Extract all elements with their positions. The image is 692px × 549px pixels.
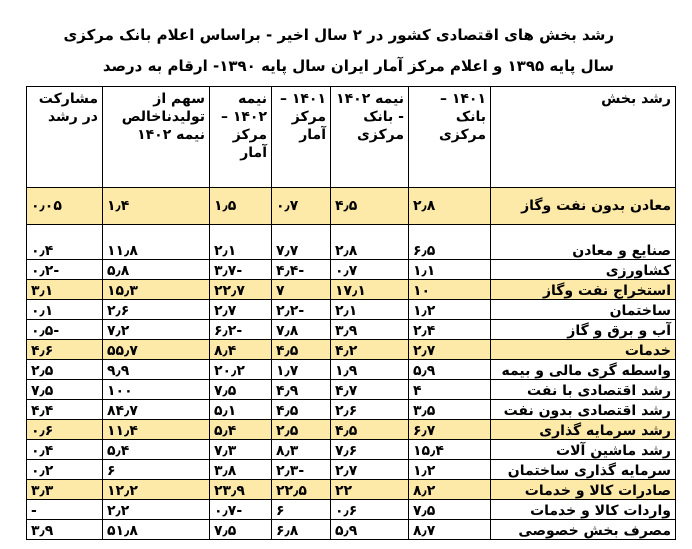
cell-sc-half-1402: ۸٫۴ <box>210 340 272 360</box>
cell-sc-half-1402: ۷٫۵ <box>210 380 272 400</box>
table-row <box>27 260 676 280</box>
cell-sc-1401: ۱٫۷ <box>272 360 331 380</box>
cell-cb-1401: ۸٫۷ <box>409 520 491 540</box>
cell-contribution: -۰٫۵ <box>27 320 103 340</box>
cell-sc-1401: ۷ <box>272 280 331 300</box>
cell-gdp-share: ۱۲٫۲ <box>103 480 210 500</box>
cell-cb-1401: ۴ <box>409 380 491 400</box>
cell-gdp-share: ۷٫۲ <box>103 320 210 340</box>
cell-sc-half-1402: ۵٫۴ <box>210 420 272 440</box>
cell-gdp-share: ۱۵٫۳ <box>103 280 210 300</box>
cell-cb-1401: ۶٫۵ <box>409 225 491 260</box>
cell-sc-1401: -۴٫۴ <box>272 260 331 280</box>
cell-gdp-share: ۲٫۶ <box>103 300 210 320</box>
cell-contribution: ۳٫۳ <box>27 480 103 500</box>
cell-contribution: ۰٫۱ <box>27 300 103 320</box>
cell-cb-1401: ۱۰ <box>409 280 491 300</box>
table-row <box>27 320 676 340</box>
cell-gdp-share: ۶ <box>103 460 210 480</box>
cell-contribution: ۰٫۴ <box>27 440 103 460</box>
growth-table <box>26 86 676 540</box>
table-row <box>27 300 676 320</box>
cell-sector: کشاورزی <box>491 260 676 280</box>
cell-sc-1401: ۲٫۵ <box>272 420 331 440</box>
cell-contribution: ۰٫۴ <box>27 225 103 260</box>
cell-cb-1401: ۶٫۷ <box>409 420 491 440</box>
cell-sector: آب و برق و گاز <box>491 320 676 340</box>
cell-sector: مصرف بخش خصوصی <box>491 520 676 540</box>
cell-cb-1401: ۲٫۸ <box>409 188 491 225</box>
table-row <box>27 460 676 480</box>
cell-gdp-share: ۱۱٫۸ <box>103 225 210 260</box>
cell-cb-1401: ۱۵٫۴ <box>409 440 491 460</box>
cell-cb-1401: ۷٫۵ <box>409 500 491 520</box>
cell-sc-half-1402: ۷٫۳ <box>210 440 272 460</box>
cell-gdp-share: ۸۴٫۷ <box>103 400 210 420</box>
cell-contribution: ۰٫۶ <box>27 420 103 440</box>
header-1401-statistics-center: ۱۴۰۱ – مرکز آمار <box>272 87 331 188</box>
cell-sc-half-1402: ۷٫۵ <box>210 520 272 540</box>
cell-cb-half-1402: ۳٫۹ <box>331 320 409 340</box>
cell-cb-1401: ۲٫۷ <box>409 340 491 360</box>
table-row <box>27 420 676 440</box>
cell-sc-half-1402: ۲۳٫۹ <box>210 480 272 500</box>
cell-sc-half-1402: ۲۰٫۲ <box>210 360 272 380</box>
cell-cb-half-1402: ۰٫۷ <box>331 260 409 280</box>
cell-cb-half-1402: ۵٫۹ <box>331 520 409 540</box>
cell-sc-1401: ۷٫۷ <box>272 225 331 260</box>
header-half-1402-central-bank: نیمه ۱۴۰۲ - بانک مرکزی <box>331 87 409 188</box>
cell-sc-half-1402: ۲٫۷ <box>210 300 272 320</box>
cell-sc-1401: ۴٫۹ <box>272 380 331 400</box>
cell-cb-1401: ۲٫۴ <box>409 320 491 340</box>
cell-gdp-share: ۵٫۸ <box>103 260 210 280</box>
cell-sc-1401: ۰٫۷ <box>272 188 331 225</box>
table-row <box>27 225 676 260</box>
cell-gdp-share: ۵۱٫۸ <box>103 520 210 540</box>
cell-sector: استخراج نفت وگاز <box>491 280 676 300</box>
cell-contribution: ۰٫۰۵ <box>27 188 103 225</box>
cell-cb-half-1402: ۲٫۶ <box>331 400 409 420</box>
cell-cb-half-1402: ۴٫۵ <box>331 420 409 440</box>
cell-sector: صادرات کالا و خدمات <box>491 480 676 500</box>
cell-sector: معادن بدون نفت وگاز <box>491 188 676 225</box>
table-row <box>27 340 676 360</box>
cell-gdp-share: ۵۵٫۷ <box>103 340 210 360</box>
cell-sc-half-1402: ۱٫۵ <box>210 188 272 225</box>
cell-cb-half-1402: ۴٫۷ <box>331 380 409 400</box>
table-row <box>27 480 676 500</box>
cell-cb-1401: ۱٫۲ <box>409 300 491 320</box>
cell-sc-1401: ۸٫۳ <box>272 440 331 460</box>
cell-sector: رشد سرمایه گذاری <box>491 420 676 440</box>
header-growth-contribution: مشارکت در رشد <box>27 87 103 188</box>
cell-sector: رشد اقتصادی بدون نفت <box>491 400 676 420</box>
cell-contribution: ۷٫۵ <box>27 380 103 400</box>
title-line-2: سال پایه ۱۳۹۵ و اعلام مرکز آمار ایران سال پایه ۱۳۹۰- ارقام به درصد <box>102 57 614 75</box>
cell-sector: صنایع و معادن <box>491 225 676 260</box>
cell-sc-1401: ۶ <box>272 500 331 520</box>
cell-gdp-share: ۱۰۰ <box>103 380 210 400</box>
cell-sc-1401: -۲٫۳ <box>272 460 331 480</box>
table-row <box>27 500 676 520</box>
header-1401-central-bank: ۱۴۰۱ – بانک مرکزی <box>409 87 491 188</box>
cell-sector: سرمایه گذاری ساختمان <box>491 460 676 480</box>
cell-gdp-share: ۱۱٫۴ <box>103 420 210 440</box>
cell-sc-half-1402: ۵٫۱ <box>210 400 272 420</box>
cell-gdp-share: ۵٫۴ <box>103 440 210 460</box>
cell-gdp-share: ۲٫۲ <box>103 500 210 520</box>
cell-gdp-share: ۱٫۴ <box>103 188 210 225</box>
cell-cb-half-1402: ۲٫۱ <box>331 300 409 320</box>
table-row <box>27 380 676 400</box>
cell-sc-half-1402: ۲٫۱ <box>210 225 272 260</box>
cell-cb-half-1402: ۱٫۹ <box>331 360 409 380</box>
cell-contribution: - <box>27 500 103 520</box>
cell-sector: خدمات <box>491 340 676 360</box>
title-line-1: رشد بخش های اقتصادی کشور در ۲ سال اخیر - براساس اعلام بانک مرکزی <box>63 26 614 44</box>
header-half-1402-statistics-center: نیمه ۱۴۰۲ – مرکز آمار <box>210 87 272 188</box>
cell-cb-half-1402: ۰٫۶ <box>331 500 409 520</box>
cell-sc-1401: ۷٫۸ <box>272 320 331 340</box>
cell-cb-half-1402: ۲٫۸ <box>331 225 409 260</box>
cell-cb-1401: ۳٫۵ <box>409 400 491 420</box>
cell-contribution: ۴٫۶ <box>27 340 103 360</box>
cell-sc-1401: ۲۲٫۵ <box>272 480 331 500</box>
table-row <box>27 280 676 300</box>
cell-cb-half-1402: ۷٫۶ <box>331 440 409 460</box>
cell-cb-1401: ۱٫۱ <box>409 260 491 280</box>
cell-cb-half-1402: ۱۷٫۱ <box>331 280 409 300</box>
cell-contribution: ۰٫۲ <box>27 460 103 480</box>
cell-sector: واردات کالا و خدمات <box>491 500 676 520</box>
cell-cb-half-1402: ۴٫۵ <box>331 188 409 225</box>
cell-contribution: ۳٫۹ <box>27 520 103 540</box>
cell-sc-half-1402: -۶٫۲ <box>210 320 272 340</box>
cell-sc-half-1402: -۰٫۷ <box>210 500 272 520</box>
cell-cb-1401: ۵٫۹ <box>409 360 491 380</box>
table-body <box>27 87 676 540</box>
cell-contribution: ۴٫۴ <box>27 400 103 420</box>
cell-sc-1401: -۲٫۲ <box>272 300 331 320</box>
cell-sc-1401: ۶٫۸ <box>272 520 331 540</box>
table-row <box>27 440 676 460</box>
cell-sector: رشد ماشین آلات <box>491 440 676 460</box>
cell-sc-half-1402: ۲۲٫۷ <box>210 280 272 300</box>
cell-cb-1401: ۸٫۲ <box>409 480 491 500</box>
cell-sector: واسطه گری مالی و بیمه <box>491 360 676 380</box>
cell-contribution: -۰٫۲ <box>27 260 103 280</box>
cell-sector: رشد اقتصادی با نفت <box>491 380 676 400</box>
table-row <box>27 400 676 420</box>
cell-gdp-share: ۹٫۹ <box>103 360 210 380</box>
cell-sc-half-1402: ۳٫۸ <box>210 460 272 480</box>
header-gdp-share: سهم از تولیدناخالص نیمه ۱۴۰۲ <box>103 87 210 188</box>
cell-sc-1401: ۴٫۵ <box>272 340 331 360</box>
table-row <box>27 360 676 380</box>
header-row <box>27 87 676 188</box>
header-sector: رشد بخش <box>491 87 676 188</box>
cell-sector: ساختمان <box>491 300 676 320</box>
cell-cb-half-1402: ۴٫۲ <box>331 340 409 360</box>
cell-contribution: ۳٫۱ <box>27 280 103 300</box>
cell-cb-half-1402: ۲۲ <box>331 480 409 500</box>
cell-contribution: ۲٫۵ <box>27 360 103 380</box>
cell-cb-1401: ۱٫۲ <box>409 460 491 480</box>
table-row <box>27 188 676 225</box>
cell-sc-half-1402: -۳٫۷ <box>210 260 272 280</box>
cell-cb-half-1402: ۲٫۷ <box>331 460 409 480</box>
cell-sc-1401: ۴٫۵ <box>272 400 331 420</box>
table-row <box>27 520 676 540</box>
